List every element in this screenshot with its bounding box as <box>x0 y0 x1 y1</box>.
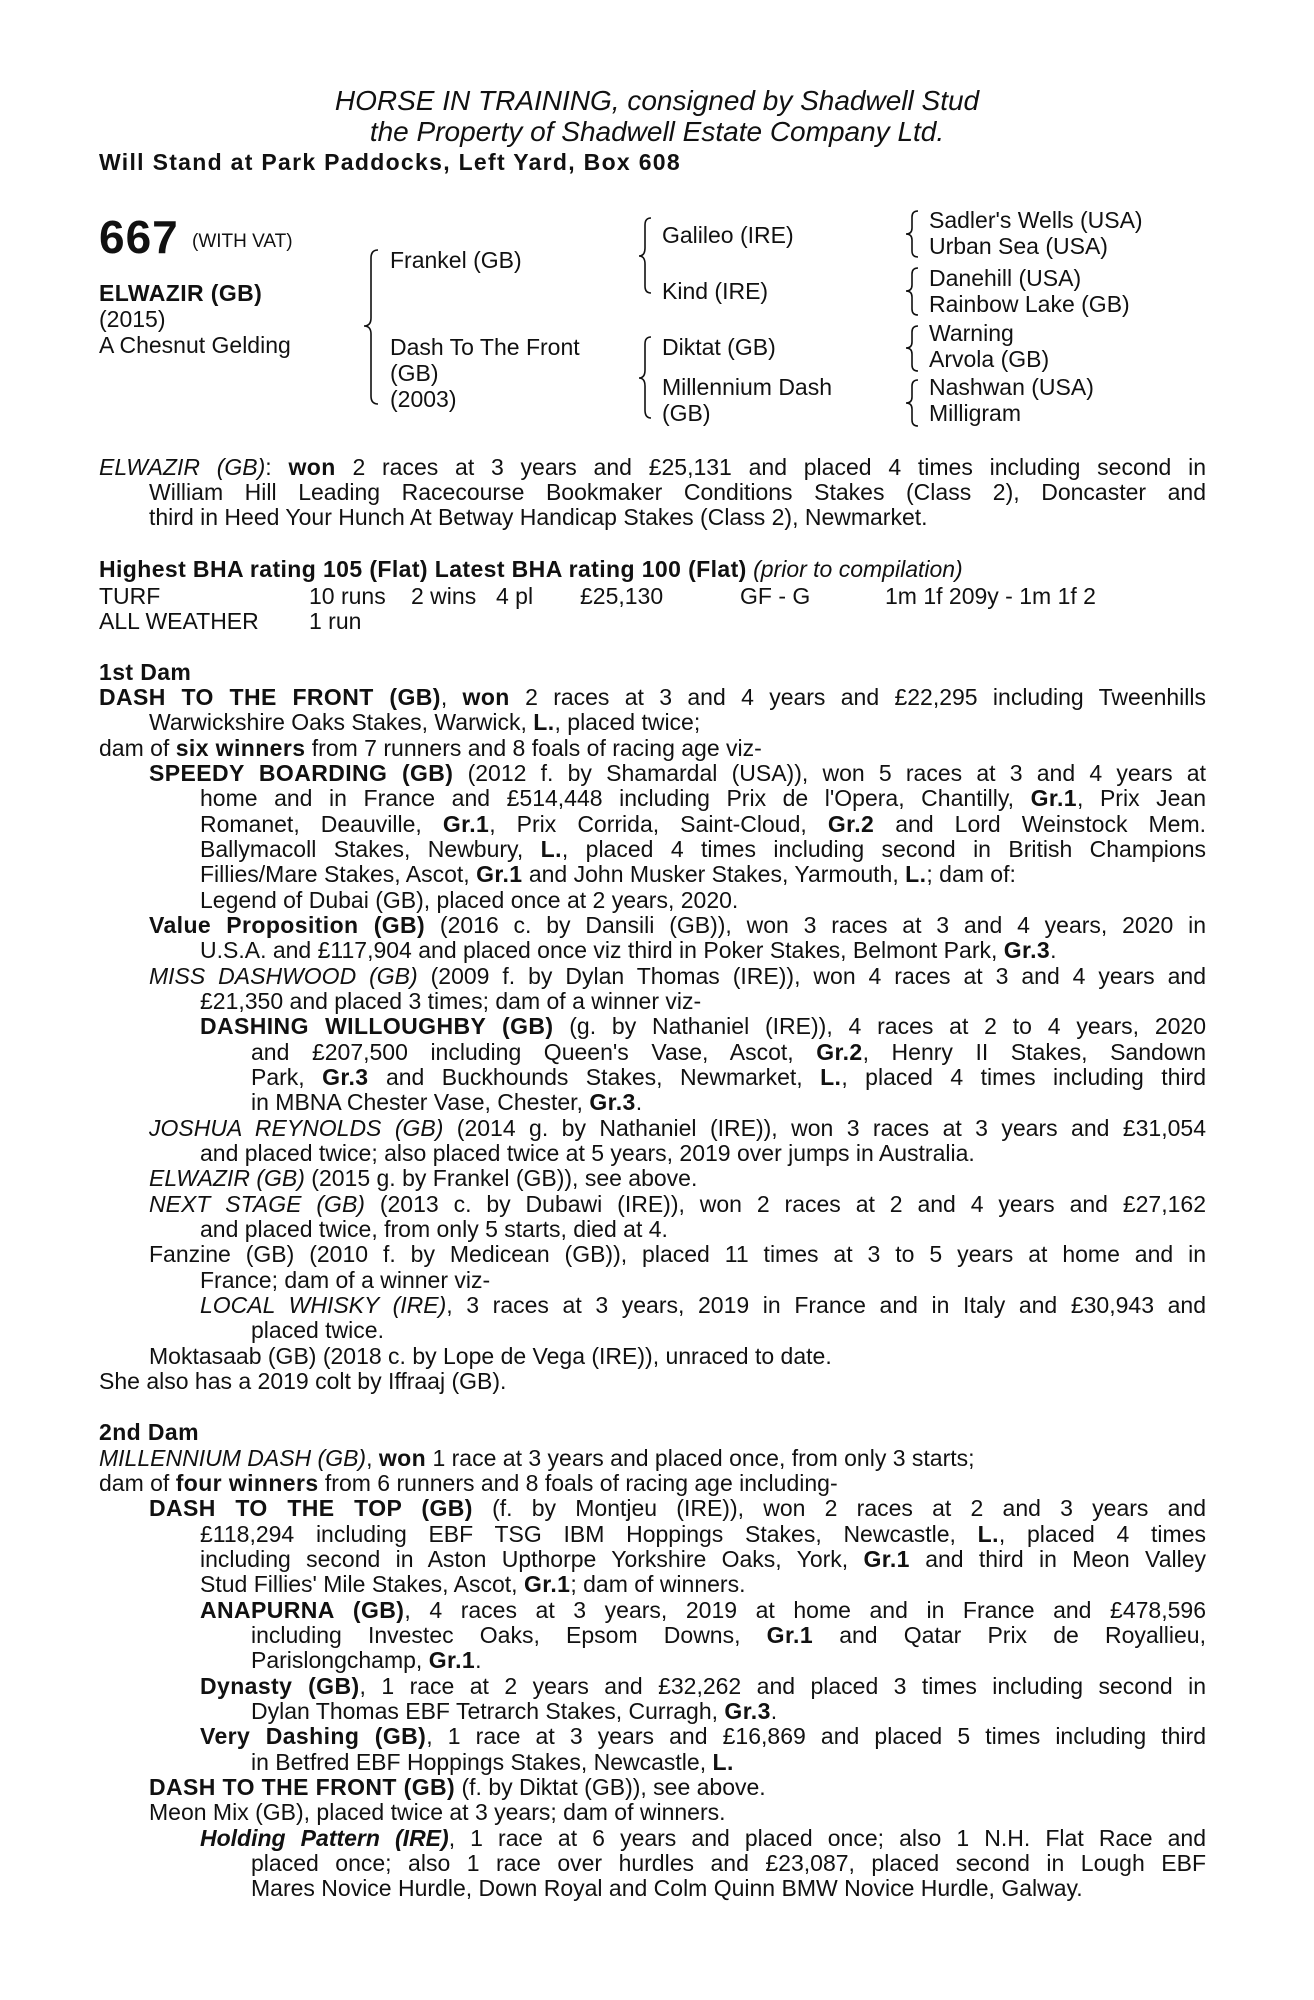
meon-mix-entry: Meon Mix (GB), placed twice at 3 years; dam of winners. <box>149 1799 726 1825</box>
dam-year: (2003) <box>390 386 457 412</box>
second-dam-line-1: MILLENNIUM DASH (GB), won 1 race at 3 years and placed once, from only 3 starts; <box>99 1445 975 1471</box>
dynasty-2: Dylan Thomas EBF Tetrarch Stakes, Curragh, Gr.3. <box>251 1698 778 1724</box>
sire-dam: Kind (IRE) <box>662 278 769 304</box>
property-line: the Property of Shadwell Estate Company Ltd. <box>369 116 945 147</box>
first-dam-line-1: DASH TO THE FRONT (GB), won 2 races at 3 and 4 years and £22,295 including Tweenhills <box>99 684 1206 710</box>
foaling-year: (2015) <box>99 306 166 332</box>
miss-dashwood-1: MISS DASHWOOD (GB) (2009 f. by Dylan Thomas (IRE)), won 4 races at 3 and 4 years and <box>149 963 1206 989</box>
fanzine-2: France; dam of a winner viz- <box>200 1267 491 1293</box>
speedy-boarding-4: Ballymacoll Stakes, Newbury, L., placed 4 times including second in British Champions <box>200 836 1206 862</box>
ggp-5: Warning <box>929 320 1014 346</box>
dashing-willoughby-3: Park, Gr.3 and Buckhounds Stakes, Newmarket, L., placed 4 times including third <box>251 1064 1207 1090</box>
ggp-6: Arvola (GB) <box>929 346 1050 372</box>
aw-label: ALL WEATHER <box>99 608 259 634</box>
dam-suffix: (GB) <box>390 360 439 386</box>
ggp-1: Sadler's Wells (USA) <box>929 207 1143 233</box>
ggp-2: Urban Sea (USA) <box>929 233 1108 259</box>
dam-dam-suffix: (GB) <box>662 400 711 426</box>
fanzine-1: Fanzine (GB) (2010 f. by Medicean (GB)), placed 11 times at 3 to 5 years at home and in <box>149 1241 1206 1267</box>
very-dashing-2: in Betfred EBF Hoppings Stakes, Newcastle, L. <box>251 1749 734 1775</box>
turf-wins: 2 wins <box>411 583 477 609</box>
first-dam-line-3: dam of six winners from 7 runners and 8 foals of racing age viz- <box>99 735 762 761</box>
speedy-boarding-3: Romanet, Deauville, Gr.1, Prix Corrida, Saint-Cloud, Gr.2 and Lord Weinstock Mem. <box>200 811 1207 837</box>
dynasty-1: Dynasty (GB), 1 race at 2 years and £32,262 and placed 3 times including second in <box>200 1673 1206 1699</box>
dam-dam: Millennium Dash <box>662 374 833 400</box>
dash-to-the-top-1: DASH TO THE TOP (GB) (f. by Montjeu (IRE)), won 2 races at 2 and 3 years and <box>149 1495 1206 1521</box>
speedy-boarding-1: SPEEDY BOARDING (GB) (2012 f. by Shamardal (USA)), won 5 races at 3 and 4 years at <box>149 760 1206 786</box>
ggp-8: Milligram <box>929 400 1021 426</box>
second-dam-heading: 2nd Dam <box>99 1419 199 1445</box>
turf-going: GF - G <box>740 583 811 609</box>
anapurna-3: Parislongchamp, Gr.1. <box>251 1647 482 1673</box>
horse-description: A Chesnut Gelding <box>99 332 291 358</box>
lot-number: 667 <box>99 211 179 263</box>
very-dashing-1: Very Dashing (GB), 1 race at 3 years and £16,869 and placed 5 times including third <box>200 1723 1206 1749</box>
second-dam-line-2: dam of four winners from 6 runners and 8 foals of racing age including- <box>99 1470 838 1496</box>
dashing-willoughby-1: DASHING WILLOUGHBY (GB) (g. by Nathaniel (IRE)), 4 races at 2 to 4 years, 2020 <box>200 1013 1206 1039</box>
rating-heading: Highest BHA rating 105 (Flat) Latest BHA rating 100 (Flat) (prior to compilation) <box>99 556 963 582</box>
dam: Dash To The Front <box>390 334 580 360</box>
anapurna-1: ANAPURNA (GB), 4 races at 3 years, 2019 at home and in France and £478,596 <box>200 1597 1206 1623</box>
local-whisky-1: LOCAL WHISKY (IRE), 3 races at 3 years, 2019 in France and in Italy and £30,943 and <box>200 1292 1206 1318</box>
first-dam-heading: 1st Dam <box>99 659 192 685</box>
anapurna-2: including Investec Oaks, Epsom Downs, Gr.1 and Qatar Prix de Royallieu, <box>251 1622 1206 1648</box>
holding-pattern-3: Mares Novice Hurdle, Down Royal and Colm Quinn BMW Novice Hurdle, Galway. <box>251 1875 1083 1901</box>
first-dam-line-2: Warwickshire Oaks Stakes, Warwick, L., placed twice; <box>149 709 701 735</box>
consignor-line: HORSE IN TRAINING, consigned by Shadwell Stud <box>334 85 980 116</box>
holding-pattern-1: Holding Pattern (IRE), 1 race at 6 years and placed once; also 1 N.H. Flat Race and <box>200 1825 1206 1851</box>
dash-to-the-top-3: including second in Aston Upthorpe Yorkshire Oaks, York, Gr.1 and third in Meon Valley <box>200 1546 1206 1572</box>
joshua-reynolds-2: and placed twice; also placed twice at 5 years, 2019 over jumps in Australia. <box>200 1140 975 1166</box>
speedy-boarding-6: Legend of Dubai (GB), placed once at 2 years, 2020. <box>200 887 739 913</box>
miss-dashwood-2: £21,350 and placed 3 times; dam of a winner viz- <box>200 988 702 1014</box>
turf-prize: £25,130 <box>580 583 664 609</box>
value-proposition-2: U.S.A. and £117,904 and placed once viz third in Poker Stakes, Belmont Park, Gr.3. <box>200 937 1057 963</box>
dash-to-the-front-entry: DASH TO THE FRONT (GB) (f. by Diktat (GB)), see above. <box>149 1774 766 1800</box>
ggp-4: Rainbow Lake (GB) <box>929 291 1130 317</box>
value-proposition-1: Value Proposition (GB) (2016 c. by Dansili (GB)), won 3 races at 3 and 4 years, 2020 in <box>149 912 1206 938</box>
joshua-reynolds-1: JOSHUA REYNOLDS (GB) (2014 g. by Nathaniel (IRE)), won 3 races at 3 years and £31,054 <box>149 1115 1206 1141</box>
holding-pattern-2: placed once; also 1 race over hurdles and £23,087, placed second in Lough EBF <box>251 1850 1206 1876</box>
local-whisky-2: placed twice. <box>251 1317 384 1343</box>
horse-name: ELWAZIR (GB) <box>99 280 263 306</box>
next-stage-2: and placed twice, from only 5 starts, died at 4. <box>200 1216 668 1242</box>
ggp-3: Danehill (USA) <box>929 265 1082 291</box>
summary-line-1: ELWAZIR (GB): won 2 races at 3 years and £25,131 and placed 4 times including second in <box>99 454 1207 480</box>
dash-to-the-top-2: £118,294 including EBF TSG IBM Hoppings Stakes, Newcastle, L., placed 4 times <box>200 1521 1206 1547</box>
aw-runs: 1 run <box>309 608 362 634</box>
turf-distance: 1m 1f 209y - 1m 1f 2 <box>885 583 1096 609</box>
next-stage-1: NEXT STAGE (GB) (2013 c. by Dubawi (IRE)), won 2 races at 2 and 4 years and £27,162 <box>149 1191 1206 1217</box>
summary-line-2: William Hill Leading Racecourse Bookmaker Conditions Stakes (Class 2), Doncaster and <box>149 479 1206 505</box>
speedy-boarding-2: home and in France and £514,448 including Prix de l'Opera, Chantilly, Gr.1, Prix Jean <box>200 785 1207 811</box>
speedy-boarding-5: Fillies/Mare Stakes, Ascot, Gr.1 and John Musker Stakes, Yarmouth, L.; dam of: <box>200 861 1016 887</box>
also-has-line: She also has a 2019 colt by Iffraaj (GB). <box>99 1368 507 1394</box>
moktasaab-entry: Moktasaab (GB) (2018 c. by Lope de Vega (IRE)), unraced to date. <box>149 1343 832 1369</box>
elwazir-entry: ELWAZIR (GB) (2015 g. by Frankel (GB)), see above. <box>149 1165 698 1191</box>
sire: Frankel (GB) <box>390 247 522 273</box>
vat-note: (WITH VAT) <box>192 231 293 252</box>
sire-sire: Galileo (IRE) <box>662 222 794 248</box>
stand-location: Will Stand at Park Paddocks, Left Yard, Box 608 <box>99 149 681 175</box>
summary-line-3: third in Heed Your Hunch At Betway Handicap Stakes (Class 2), Newmarket. <box>149 504 928 530</box>
dashing-willoughby-2: and £207,500 including Queen's Vase, Ascot, Gr.2, Henry II Stakes, Sandown <box>251 1039 1206 1065</box>
turf-placed: 4 pl <box>496 583 534 609</box>
dash-to-the-top-4: Stud Fillies' Mile Stakes, Ascot, Gr.1; dam of winners. <box>200 1571 746 1597</box>
ggp-7: Nashwan (USA) <box>929 374 1094 400</box>
dam-sire: Diktat (GB) <box>662 334 776 360</box>
turf-runs: 10 runs <box>309 583 386 609</box>
dashing-willoughby-4: in MBNA Chester Vase, Chester, Gr.3. <box>251 1089 643 1115</box>
turf-label: TURF <box>99 583 161 609</box>
